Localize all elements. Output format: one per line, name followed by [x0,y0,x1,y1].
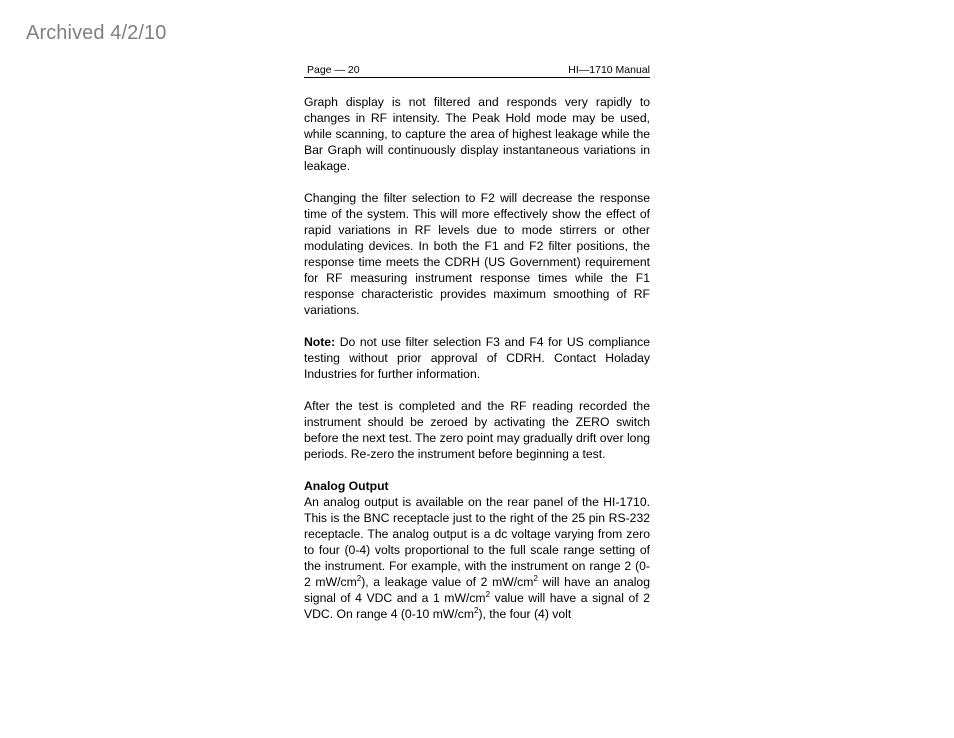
analog-text-1: An analog output is available on the rear panel of the HI-1710. This is the BNC receptacle just to the right of the 25 pin RS-232 receptacle. The analog output is a dc voltage varying from zero to four (0-4) volts proportional to the full scale range setting of the instrument. For example, with the instrument on range 2 (0-2 mW/cm [304,495,650,589]
superscript-1: 2 [356,574,362,583]
superscript-2: 2 [533,574,538,583]
paragraph-zero-instrument: After the test is completed and the RF reading recorded the instrument should be zeroed by activating the ZERO switch before the next test. The zero point may gradually drift over long periods. Re-zero the instrument before beginning a test. [304,399,650,461]
archived-watermark: Archived 4/2/10 [26,22,167,44]
analog-text-5: ), the four (4) volt [478,607,572,621]
page-number: Page — 20 [307,64,360,76]
manual-title: HI—1710 Manual [568,64,650,76]
running-header [304,64,650,78]
analog-text-4: value will have a signal of 2 VDC. On range 4 (0-10 mW/cm [304,591,650,621]
paragraph-graph-display: Graph display is not filtered and responds very rapidly to changes in RF intensity. The Peak Hold mode may be used, while scanning, to capture the area of highest leakage while the Bar Graph will continuously display instantaneous variations in leakage. [304,95,650,173]
superscript-3: 2 [485,590,491,599]
analog-text-2: ), a leakage value of 2 mW/cm [361,575,534,589]
analog-text-3: will have an analog signal of 4 VDC and a 1 mW/cm [304,575,650,605]
section-heading-analog-output: Analog Output [304,479,389,493]
paragraph-note [304,334,650,382]
paragraph-filter-selection: Changing the filter selection to F2 will decrease the response time of the system. This will more effectively show the effect of rapid variations in RF levels due to mode stirrers or other modulating devices. In both the F1 and F2 filter positions, the response time meets the CDRH (US Government) requirement for RF measuring instrument response times while the F1 response characteristic provides maximum smoothing of RF variations. [304,191,650,317]
note-label: Note: [304,335,336,349]
paragraph-analog-output [304,494,650,622]
manual-page [304,64,650,622]
body-text [304,94,650,622]
superscript-4: 2 [474,606,479,615]
note-text: Do not use filter selection F3 and F4 for US compliance testing without prior approval of CDRH. Contact Holaday Industries for further information. [304,335,650,381]
